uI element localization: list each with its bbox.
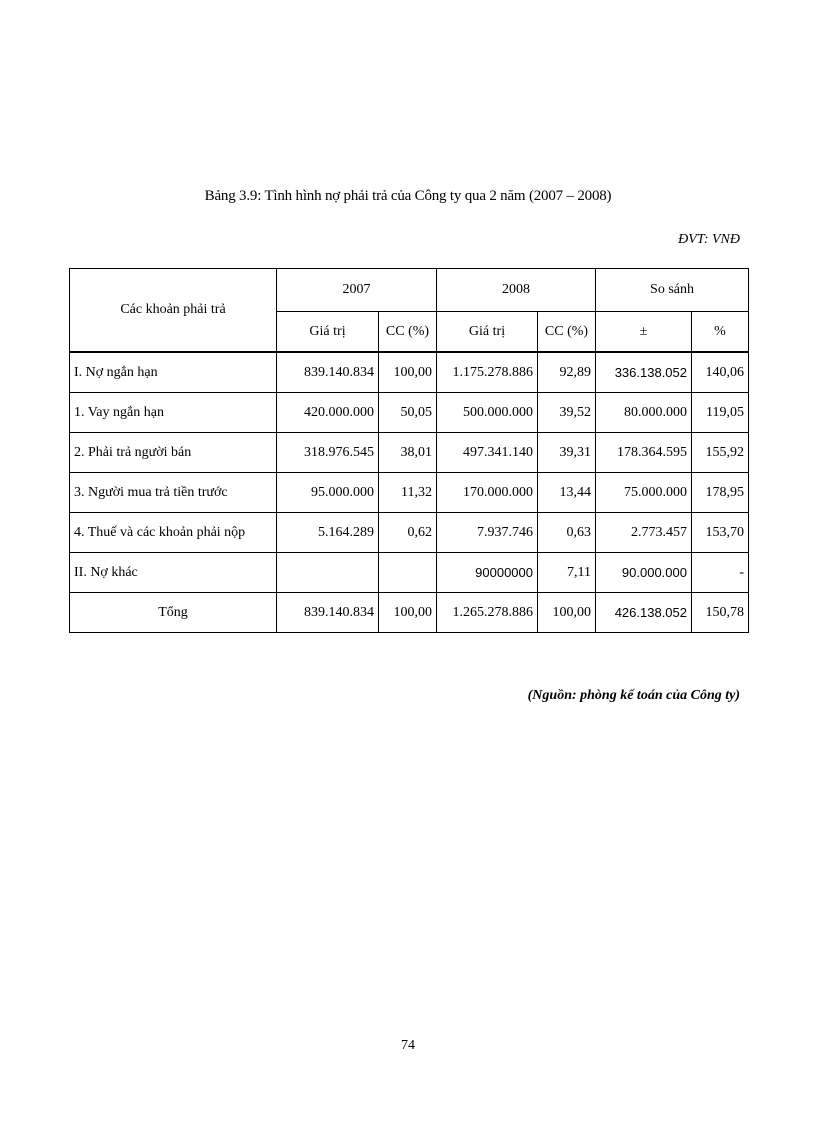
row-label: I. Nợ ngắn hạn (70, 352, 277, 393)
row-label: 4. Thuế và các khoản phải nộp (70, 513, 277, 553)
percent-value: - (692, 553, 749, 593)
debt-table (69, 268, 749, 633)
header-comparison: So sánh (596, 269, 749, 312)
row-label: 2. Phải trả người bán (70, 433, 277, 473)
table-row (70, 433, 749, 473)
page-number: 74 (401, 1038, 415, 1053)
subheader-value-2007: Giá trị (277, 312, 379, 353)
value-2007: 318.976.545 (277, 433, 379, 473)
share-2008: 92,89 (538, 352, 596, 393)
table-row (70, 473, 749, 513)
subheader-diff: ± (596, 312, 692, 353)
percent-value: 140,06 (692, 352, 749, 393)
diff-value: 75.000.000 (596, 473, 692, 513)
diff-value: 90.000.000 (596, 553, 692, 593)
row-label: Tổng (70, 593, 277, 633)
value-2008: 500.000.000 (437, 393, 538, 433)
value-2008: 497.341.140 (437, 433, 538, 473)
value-2007: 5.164.289 (277, 513, 379, 553)
table-title: Bảng 3.9: Tình hình nợ phải trả của Công ty qua 2 năm (2007 – 2008) (204, 188, 612, 204)
value-2007 (277, 553, 379, 593)
value-2007: 95.000.000 (277, 473, 379, 513)
diff-value: 426.138.052 (596, 593, 692, 633)
table-row (70, 513, 749, 553)
diff-value: 80.000.000 (596, 393, 692, 433)
share-2008: 0,63 (538, 513, 596, 553)
percent-value: 155,92 (692, 433, 749, 473)
share-2007: 11,32 (379, 473, 437, 513)
table-row-total (70, 593, 749, 633)
value-2007: 839.140.834 (277, 352, 379, 393)
diff-value: 336.138.052 (596, 352, 692, 393)
percent-value: 178,95 (692, 473, 749, 513)
share-2008: 13,44 (538, 473, 596, 513)
subheader-percent: % (692, 312, 749, 353)
value-2007: 420.000.000 (277, 393, 379, 433)
share-2008: 100,00 (538, 593, 596, 633)
share-2007: 0,62 (379, 513, 437, 553)
share-2007: 100,00 (379, 593, 437, 633)
unit-label: ĐVT: VNĐ (678, 232, 740, 247)
row-label: II. Nợ khác (70, 553, 277, 593)
value-2008: 170.000.000 (437, 473, 538, 513)
row-label: 3. Người mua trả tiền trước (70, 473, 277, 513)
header-2008: 2008 (437, 269, 596, 312)
source-note: (Nguồn: phòng kế toán của Công ty) (527, 688, 740, 703)
subheader-share-2007: CC (%) (379, 312, 437, 353)
header-row-groups (70, 269, 749, 312)
subheader-share-2008: CC (%) (538, 312, 596, 353)
row-label: 1. Vay ngắn hạn (70, 393, 277, 433)
table-row (70, 393, 749, 433)
header-2007: 2007 (277, 269, 437, 312)
table-row (70, 553, 749, 593)
table-row (70, 352, 749, 393)
percent-value: 119,05 (692, 393, 749, 433)
subheader-value-2008: Giá trị (437, 312, 538, 353)
share-2008: 7,11 (538, 553, 596, 593)
share-2007: 100,00 (379, 352, 437, 393)
value-2008: 1.265.278.886 (437, 593, 538, 633)
share-2007 (379, 553, 437, 593)
share-2008: 39,31 (538, 433, 596, 473)
value-2007: 839.140.834 (277, 593, 379, 633)
value-2008: 90000000 (437, 553, 538, 593)
value-2008: 7.937.746 (437, 513, 538, 553)
header-items: Các khoản phải trả (70, 269, 277, 353)
share-2007: 38,01 (379, 433, 437, 473)
value-2008: 1.175.278.886 (437, 352, 538, 393)
share-2008: 39,52 (538, 393, 596, 433)
diff-value: 178.364.595 (596, 433, 692, 473)
diff-value: 2.773.457 (596, 513, 692, 553)
percent-value: 150,78 (692, 593, 749, 633)
share-2007: 50,05 (379, 393, 437, 433)
percent-value: 153,70 (692, 513, 749, 553)
